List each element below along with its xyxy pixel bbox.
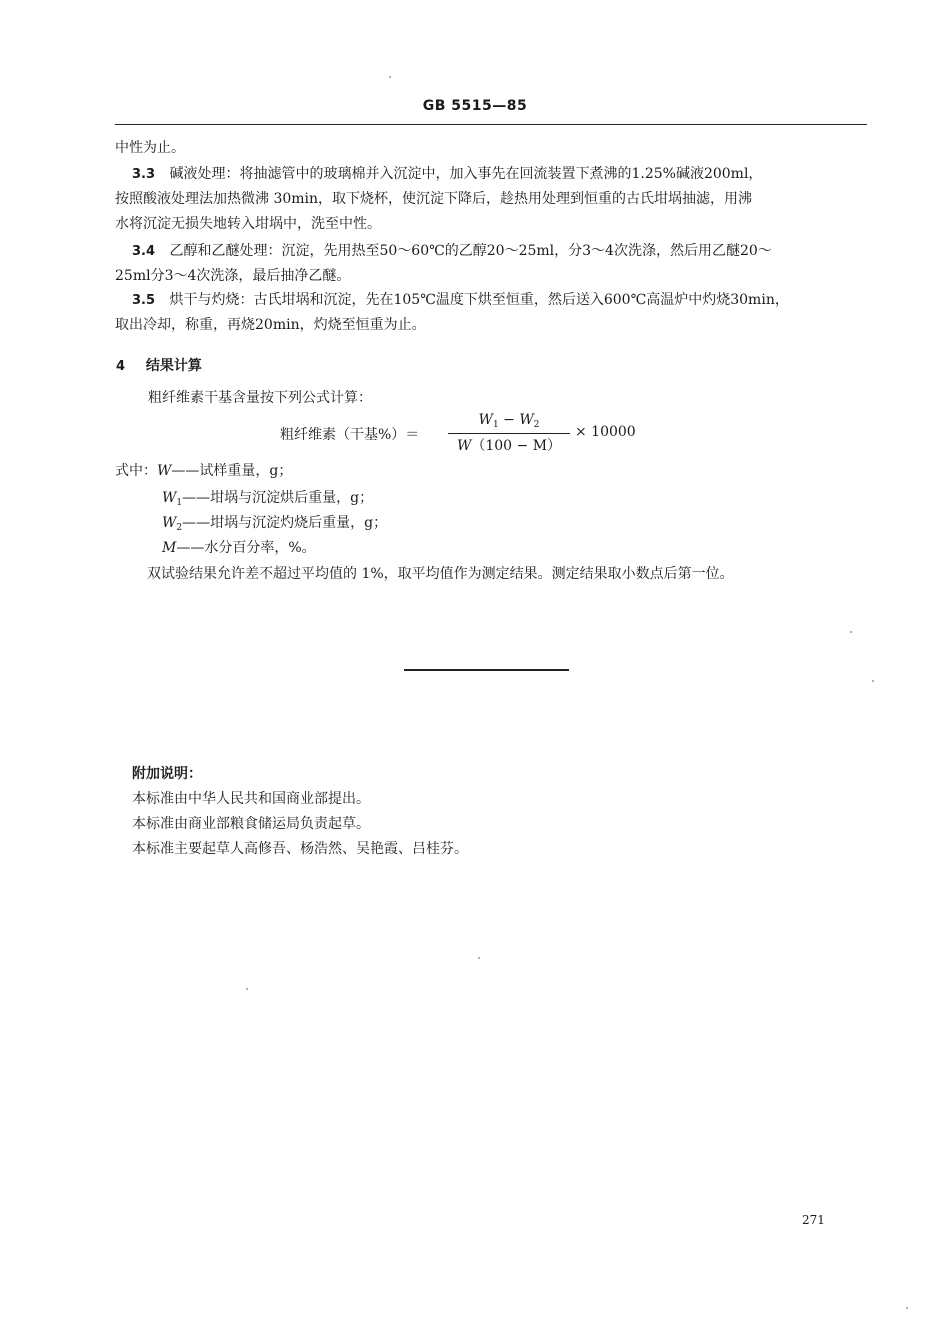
legend-w-symbol: W bbox=[157, 463, 172, 479]
scan-speck bbox=[872, 680, 874, 682]
continuation-text: 中性为止。 bbox=[115, 140, 185, 156]
scan-speck bbox=[850, 631, 852, 633]
header-rule bbox=[115, 124, 867, 125]
page-number: 271 bbox=[802, 1213, 825, 1227]
legend-w1-symbol: W bbox=[162, 490, 177, 506]
section-3-4-line1 bbox=[132, 241, 772, 262]
legend-w bbox=[115, 461, 292, 481]
section-4-heading bbox=[116, 356, 202, 377]
section-3-5-line1 bbox=[132, 290, 789, 311]
section-3-4-line2: 25ml分3～4次洗涤，最后抽净乙醚。 bbox=[115, 268, 351, 284]
legend-w1-desc: ——坩埚与沉淀烘后重量，g； bbox=[182, 490, 374, 506]
legend-prefix: 式中： bbox=[115, 463, 157, 479]
scan-speck bbox=[478, 957, 480, 959]
section-3-3-number: 3.3 bbox=[132, 167, 156, 182]
legend-m-desc: ——水分百分率，%。 bbox=[176, 540, 316, 556]
legend-w2-desc: ——坩埚与沉淀灼烧后重量，g； bbox=[182, 515, 388, 531]
legend-w2 bbox=[162, 513, 387, 538]
legend-w1-sub: 1 bbox=[176, 498, 183, 508]
scan-speck bbox=[389, 76, 391, 78]
section-3-3-line1 bbox=[132, 164, 762, 185]
denominator-w: W bbox=[456, 438, 472, 454]
section-4-number: 4 bbox=[116, 359, 126, 374]
numerator-sub1: 1 bbox=[492, 420, 499, 430]
tolerance-text: 双试验结果允许差不超过平均值的 1%，取平均值作为测定结果。测定结果取小数点后第一位。 bbox=[147, 566, 734, 582]
appendix-line-3: 本标准主要起草人高修吾、杨浩然、吴艳霞、吕桂芬。 bbox=[132, 841, 468, 857]
numerator-sub2: 2 bbox=[533, 420, 540, 430]
section-4-title: 结果计算 bbox=[145, 358, 202, 374]
section-3-4-number: 3.4 bbox=[132, 244, 156, 259]
section-3-3-line2: 按照酸液处理法加热微沸 30min，取下烧杯，使沉淀下降后，趁热用处理到恒重的古氏坩埚抽滤，用沸 bbox=[115, 191, 753, 207]
calc-intro: 粗纤维素干基含量按下列公式计算： bbox=[148, 390, 372, 406]
appendix-title: 附加说明： bbox=[132, 766, 202, 782]
section-3-5-text1: 烘干与灼烧：古氏坩埚和沉淀，先在105℃温度下烘至恒重，然后送入600℃高温炉中灼烧30min， bbox=[169, 292, 789, 308]
numerator-w2: W bbox=[519, 412, 534, 428]
appendix-line-1: 本标准由中华人民共和国商业部提出。 bbox=[132, 791, 370, 807]
legend-m-symbol: M bbox=[162, 540, 177, 556]
formula-denominator bbox=[448, 435, 570, 455]
section-3-3-text1: 碱液处理：将抽滤管中的玻璃棉并入沉淀中，加入事先在回流装置下煮沸的1.25%碱液200ml， bbox=[169, 166, 763, 182]
legend-w-desc: ——试样重量，g； bbox=[171, 463, 293, 479]
formula-multiplier: × 10000 bbox=[575, 424, 636, 440]
appendix-line-2: 本标准由商业部粮食储运局负责起草。 bbox=[132, 816, 370, 832]
legend-w2-symbol: W bbox=[162, 515, 177, 531]
section-3-4-text1: 乙醇和乙醚处理：沉淀，先用热至50～60℃的乙醇20～25ml，分3～4次洗涤，然后用乙醚20～ bbox=[169, 243, 772, 259]
section-3-3-line3: 水将沉淀无损失地转入坩埚中，洗至中性。 bbox=[115, 216, 381, 232]
legend-m bbox=[162, 538, 316, 558]
legend-w2-sub: 2 bbox=[176, 523, 183, 533]
scan-speck bbox=[906, 1307, 908, 1309]
denominator-rest: （100 − M） bbox=[471, 438, 562, 454]
scan-speck bbox=[246, 988, 248, 990]
formula-numerator bbox=[448, 412, 570, 430]
numerator-minus: − bbox=[498, 412, 520, 428]
document-code-header: GB 5515—85 bbox=[422, 98, 528, 114]
formula-lhs: 粗纤维素（干基%）＝ bbox=[280, 427, 420, 443]
fraction-bar bbox=[448, 433, 570, 434]
numerator-w1: W bbox=[478, 412, 493, 428]
section-3-5-line2: 取出冷却，称重，再烧20min，灼烧至恒重为止。 bbox=[115, 317, 426, 333]
end-rule bbox=[404, 669, 569, 671]
legend-w1 bbox=[162, 488, 373, 513]
section-3-5-number: 3.5 bbox=[132, 293, 156, 308]
